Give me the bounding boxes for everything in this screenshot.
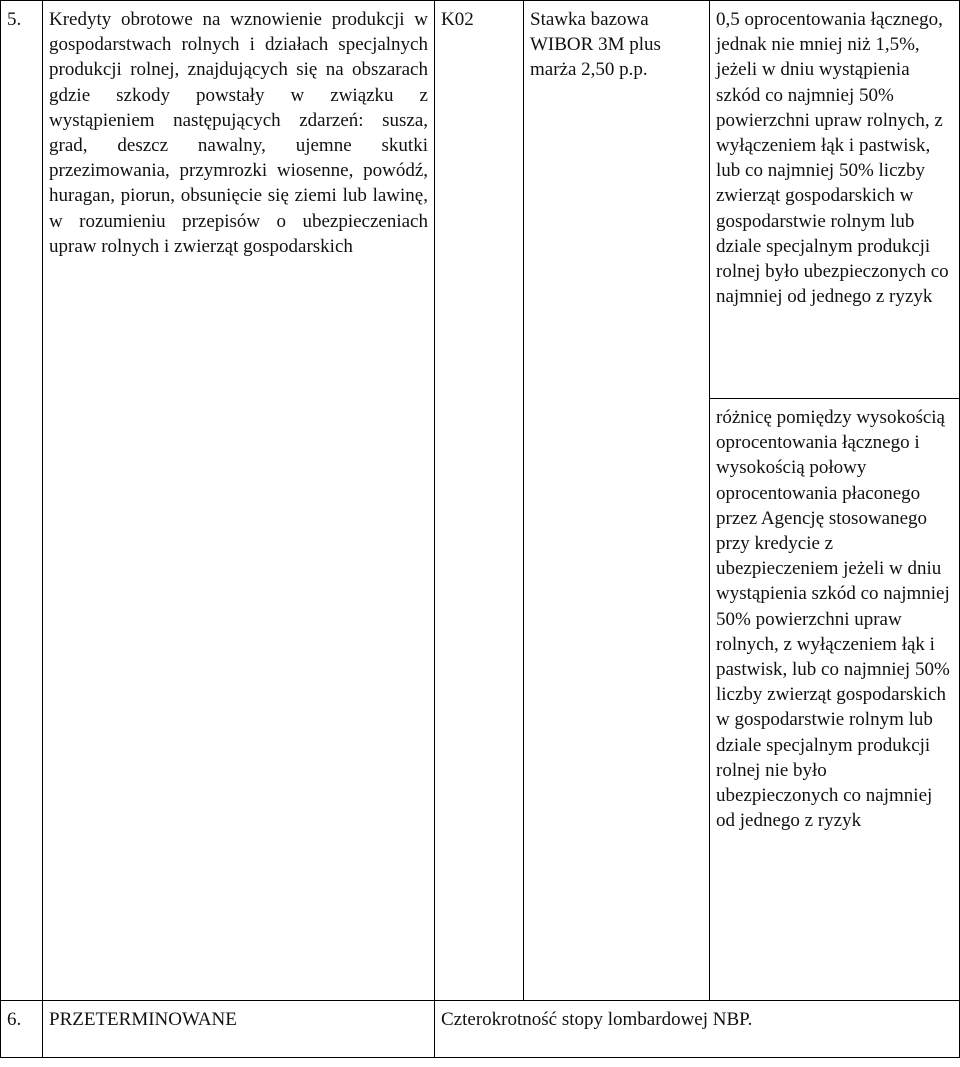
table-row — [1, 1001, 960, 1058]
loan-description-text: Kredyty obrotowe na wznowienie produkcji w gospodarstwach rolnych i działach specjalnych produkcji rolnej, znajdujących się na obszarach gdzie szkody powstały w związku z wystąpieniem następujących zdarzeń: susza, grad, deszcz nawalny, ujemne skutki przezimowania, przymrozki wiosenne, powódź, huragan, piorun, obsunięcie się ziemi lub lawinę, w rozumieniu przepisów o ubezpieczeniach upraw rolnych i zwierząt gospodarskich — [49, 9, 428, 257]
table-row — [1, 1, 960, 1001]
subsidy-insured: 0,5 oprocentowania łącznego, jednak nie mniej niż 1,5%, jeżeli w dniu wystąpienia szkód co najmniej 50% powierzchni upraw rolnych, z wyłączeniem łąk i pastwisk, lub co najmniej 50% liczby zwierząt gospodarskich w gospodarstwie rolnym lub dziale specjalnym produkcji rolnej było ubezpieczonych co najmniej od jednego z ryzyk — [710, 1, 959, 399]
row-number: 6. — [1, 1001, 43, 1058]
interest-rate: Czterokrotność stopy lombardowej NBP. — [435, 1001, 960, 1058]
loan-code: K02 — [435, 1, 524, 1001]
interest-rate: Stawka bazowa WIBOR 3M plus marża 2,50 p.p. — [524, 1, 710, 1001]
subsidy-cell — [710, 1, 960, 1001]
subsidy-uninsured: różnicę pomiędzy wysokością oprocentowania łącznego i wysokością połowy oprocentowania płaconego przez Agencję stosowanego przy kredycie z ubezpieczeniem jeżeli w dniu wystąpienia szkód co najmniej 50% powierzchni upraw rolnych, z wyłączeniem łąk i pastwisk, lub co najmniej 50% liczby zwierząt gospodarskich w gospodarstwie rolnym lub dziale specjalnym produkcji rolnej nie było ubezpieczonych co najmniej od jednego z ryzyk — [716, 407, 950, 832]
row-number: 5. — [1, 1, 43, 1001]
loan-description: PRZETERMINOWANE — [43, 1001, 435, 1058]
loan-description — [43, 1, 435, 1001]
